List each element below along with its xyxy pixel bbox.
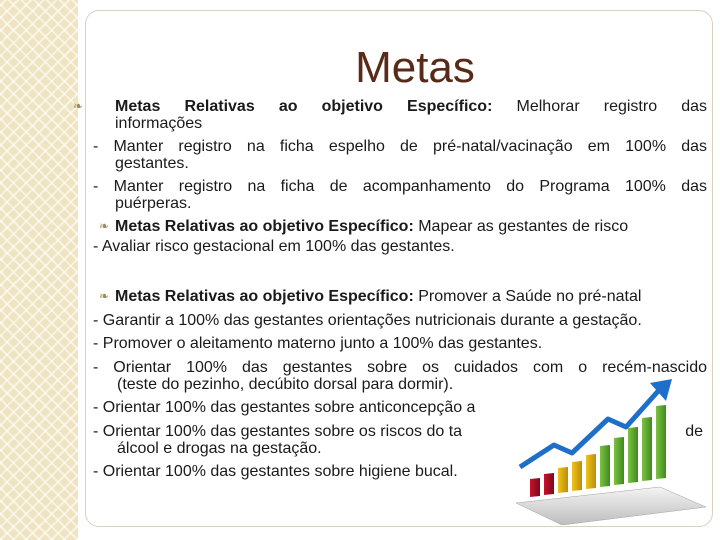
- sub-item-text: - Orientar 100% das gestantes sobre os riscos do ta: [93, 423, 463, 440]
- bullet-icon: ❧: [98, 289, 110, 303]
- bullet-text: Promover a Saúde no pré-natal: [413, 288, 642, 305]
- sub-item: - Garantir a 100% das gestantes orientações nutricionais durante a gestação.: [93, 312, 642, 329]
- sub-item-continuation: puérperas.: [115, 195, 192, 212]
- bullet-item: [93, 287, 720, 306]
- sub-item-continuation: (teste do pezinho, decúbito dorsal para dormir).: [117, 376, 454, 393]
- bullet-text: Melhorar registro das: [492, 98, 707, 115]
- bullet-label: Metas Relativas ao objetivo Específico:: [115, 98, 493, 115]
- bullet-item: [93, 217, 720, 236]
- bullet-icon: ❧: [98, 219, 110, 233]
- rising-bar-chart-arrow-icon: [510, 375, 710, 525]
- decorative-sidebar: [0, 0, 78, 540]
- sub-item: - Orientar 100% das gestantes sobre higiene bucal.: [93, 463, 458, 480]
- bullet-text: Mapear as gestantes de risco: [413, 218, 629, 235]
- sub-item-text-end: de: [685, 423, 703, 440]
- bullet-icon: ❧: [73, 99, 84, 113]
- bullet-continuation: informações: [115, 115, 203, 132]
- sub-item: - Promover o aleitamento materno junto a 100% das gestantes.: [93, 335, 543, 352]
- slide-title: Metas: [355, 43, 475, 92]
- bullet-label: Metas Relativas ao objetivo Específico:: [115, 218, 414, 235]
- sub-item: - Orientar 100% das gestantes sobre anticoncepção a: [93, 399, 476, 416]
- bullet-label: Metas Relativas ao objetivo Específico:: [115, 288, 414, 305]
- sub-item: - Manter registro na ficha de acompanhamento do Programa 100% das: [93, 178, 707, 195]
- sub-item: - Orientar 100% das gestantes sobre os cuidados com o recém-nascido: [93, 359, 707, 376]
- sub-item-continuation: gestantes.: [115, 155, 189, 172]
- sub-item-continuation: álcool e drogas na gestação.: [117, 440, 322, 457]
- sub-item: - Avaliar risco gestacional em 100% das gestantes.: [93, 238, 455, 255]
- sub-item: - Manter registro na ficha espelho de pré-natal/vacinação em 100% das: [93, 138, 707, 155]
